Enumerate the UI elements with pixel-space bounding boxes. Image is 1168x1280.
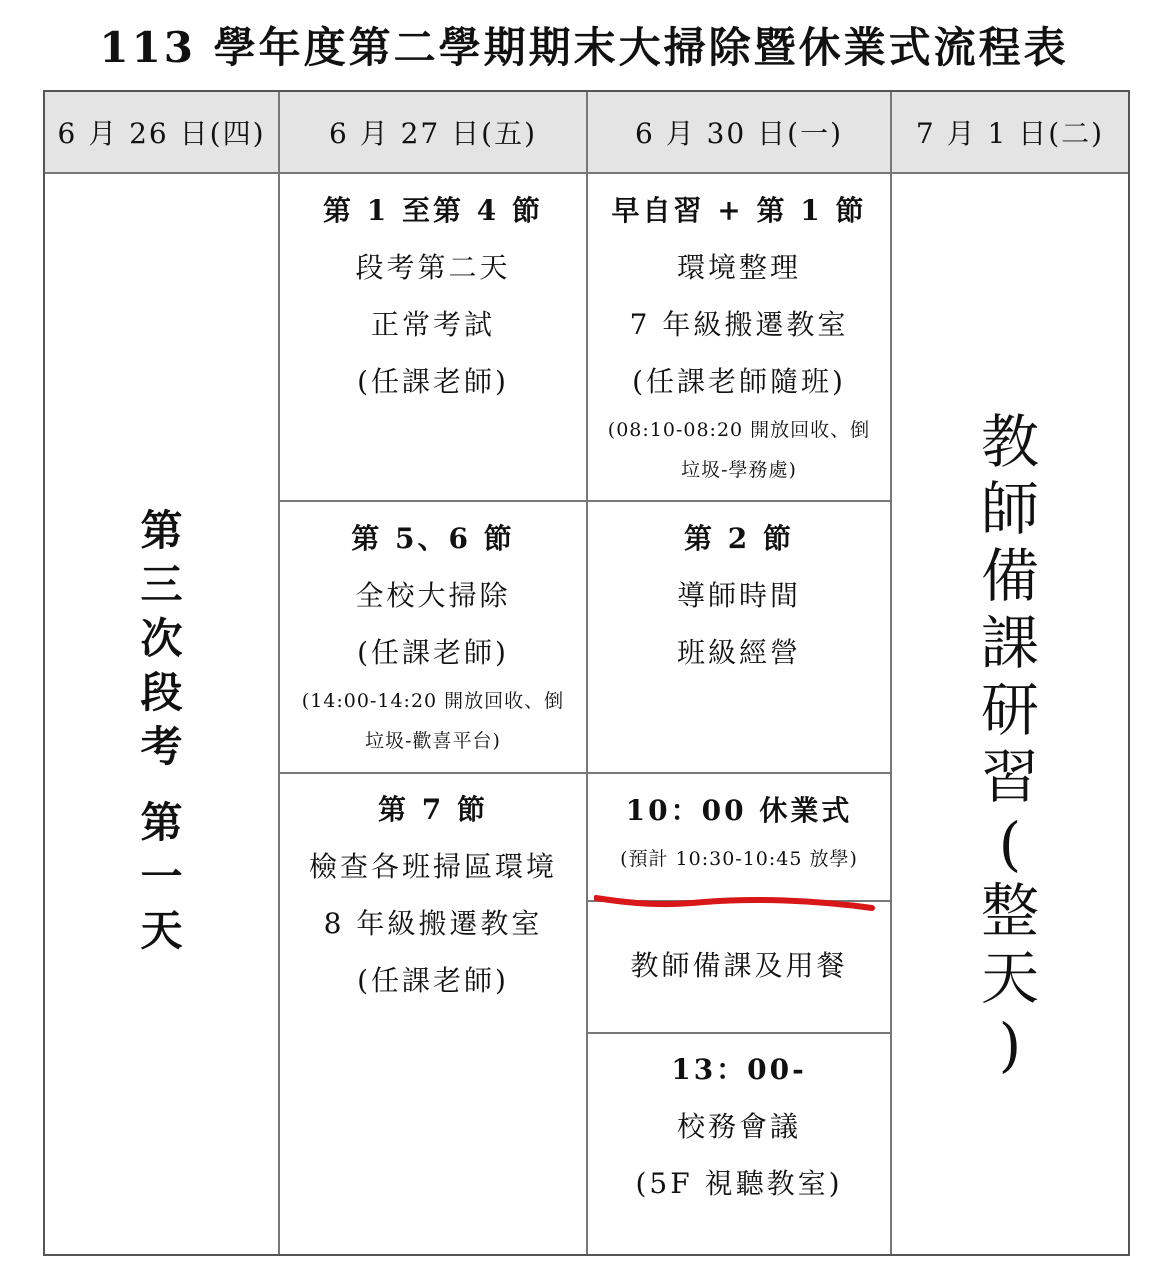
column-jul1 (892, 174, 1128, 1254)
cell-text: (5F 視聽教室) (635, 1167, 843, 1200)
cell-period-2 (588, 502, 890, 774)
cell-staff-meeting (588, 1034, 890, 1254)
cell-morning-period-1 (588, 174, 890, 502)
cell-teacher-prep-lunch (588, 902, 890, 1034)
cell-text: 班級經營 (676, 636, 801, 669)
header-jul1: 7 月 1 日(二) (892, 92, 1128, 174)
cell-text: (任課老師隨班) (632, 365, 846, 398)
cell-heading: 第 7 節 (378, 793, 488, 826)
cell-heading: 10：00 休業式 (625, 794, 853, 827)
cell-text: 8 年級搬遷教室 (323, 907, 543, 940)
header-jun27: 6 月 27 日(五) (280, 92, 588, 174)
column-jun27 (280, 174, 588, 1254)
cell-text: 導師時間 (676, 579, 801, 612)
page-title: 113 學年度第二學期期末大掃除暨休業式流程表 (99, 23, 1069, 72)
column-jun30 (588, 174, 892, 1254)
cell-text: (任課老師) (357, 636, 509, 669)
cell-text: 檢查各班掃區環境 (308, 850, 557, 883)
cell-text: 教師備課及用餐 (630, 949, 848, 982)
cell-text: 校務會議 (676, 1110, 801, 1143)
cell-text: 段考第二天 (355, 251, 511, 284)
cell-text: (任課老師) (357, 964, 509, 997)
teacher-workshop-vertical-text: 教 師 備 課 研 習 ( 整 天 ) (980, 408, 1039, 1079)
cell-periods-5-6 (280, 502, 586, 774)
cell-note: (預計 10:30-10:45 放學) (620, 848, 858, 870)
cell-heading: 第 1 至第 4 節 (323, 194, 543, 227)
red-underline-annotation (594, 888, 876, 918)
cell-closing-ceremony (588, 774, 890, 902)
cell-heading: 第 5、6 節 (351, 522, 515, 555)
cell-heading: 13：00- (671, 1053, 807, 1086)
header-jun30: 6 月 30 日(一) (588, 92, 892, 174)
exam-day-vertical-text: 第 三 次 段 考 第 一 天 (140, 506, 183, 955)
cell-note: (08:10-08:20 開放回收、倒 (607, 419, 871, 441)
cell-heading: 早自習 + 第 1 節 (611, 194, 867, 227)
cell-text: 正常考試 (370, 308, 495, 341)
cell-text: 全校大掃除 (355, 579, 511, 612)
header-jun26: 6 月 26 日(四) (45, 92, 280, 174)
column-jun26 (45, 174, 280, 1254)
schedule-table (43, 90, 1130, 1256)
cell-period-7 (280, 774, 586, 1254)
cell-heading: 第 2 節 (684, 522, 794, 555)
cell-text: (任課老師) (357, 365, 509, 398)
cell-text: 環境整理 (676, 251, 801, 284)
cell-periods-1-4 (280, 174, 586, 502)
cell-note: (14:00-14:20 開放回收、倒 (301, 690, 565, 712)
cell-note: 垃圾-學務處) (681, 459, 797, 481)
cell-text: 7 年級搬遷教室 (629, 308, 849, 341)
cell-note: 垃圾-歡喜平台) (365, 730, 501, 752)
